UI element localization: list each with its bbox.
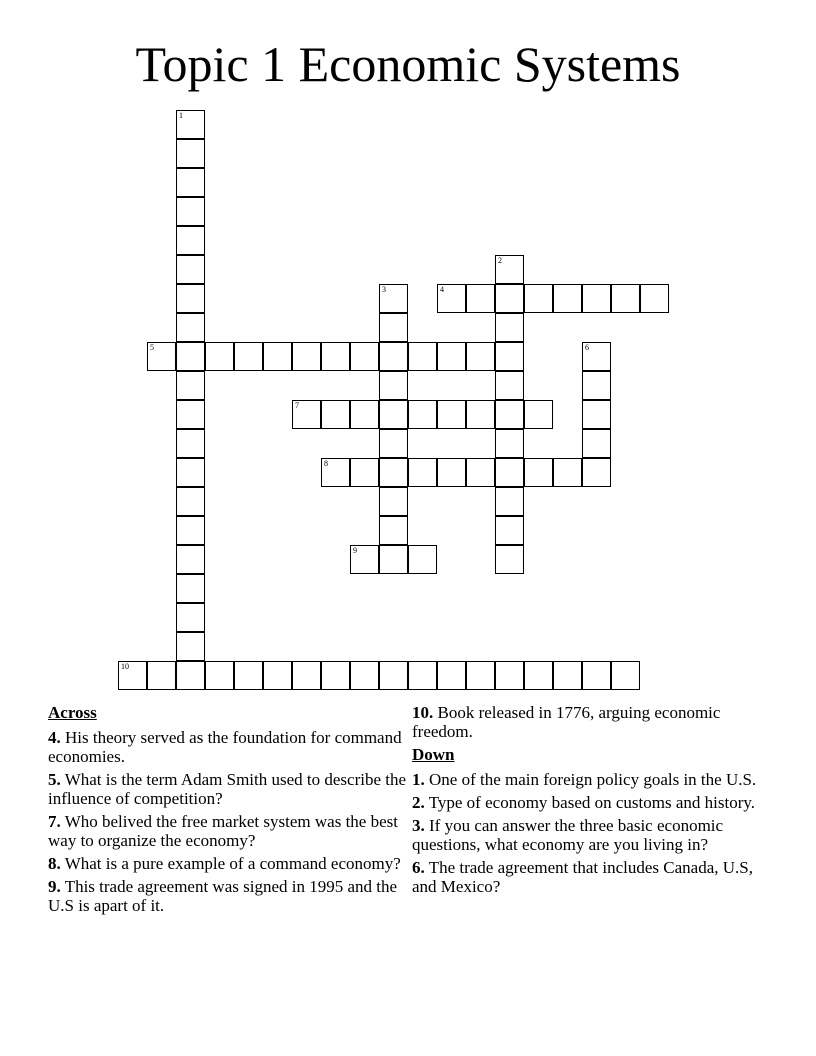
down-heading: Down [412,745,455,764]
grid-cell[interactable] [205,342,234,371]
grid-cell[interactable] [495,255,524,284]
grid-cell[interactable] [437,400,466,429]
cell-number: 9 [353,546,357,555]
clue-text: One of the main foreign policy goals in the U.S. [424,770,757,789]
clue-text: The trade agreement that includes Canada, U.S, and Mexico? [412,858,753,896]
cell-number: 2 [498,256,502,265]
clue-number: 8. [48,854,61,873]
grid-cell[interactable] [640,284,669,313]
grid-cell[interactable] [524,400,553,429]
grid-cell[interactable] [350,545,379,574]
clue-across-8 [48,854,408,873]
grid-cell[interactable] [379,429,408,458]
grid-cell[interactable] [466,342,495,371]
grid-cell[interactable] [321,400,350,429]
grid-cell[interactable] [176,371,205,400]
grid-cell[interactable] [495,545,524,574]
clues-right-column [412,703,772,900]
grid-cell[interactable] [495,487,524,516]
grid-cell[interactable] [466,400,495,429]
grid-cell[interactable] [611,284,640,313]
grid-cell[interactable] [176,400,205,429]
grid-cell[interactable] [292,661,321,690]
clue-down-2 [412,793,772,812]
grid-cell[interactable] [350,458,379,487]
grid-cell[interactable] [176,255,205,284]
grid-cell[interactable] [582,284,611,313]
across-heading: Across [48,703,97,722]
grid-cell[interactable] [495,661,524,690]
clue-down-6 [412,858,772,896]
grid-cell[interactable] [379,313,408,342]
grid-cell[interactable] [176,574,205,603]
clue-text: His theory served as the foundation for command economies. [48,728,402,766]
grid-cell[interactable] [234,661,263,690]
grid-cell[interactable] [176,661,205,690]
grid-cell[interactable] [350,661,379,690]
clue-number: 1. [412,770,425,789]
clue-number: 2. [412,793,425,812]
clues-left-column [48,703,408,919]
grid-cell[interactable] [495,516,524,545]
grid-cell[interactable] [495,400,524,429]
clue-text: This trade agreement was signed in 1995 and the U.S is apart of it. [48,877,398,915]
grid-cell[interactable] [495,284,524,313]
grid-cell[interactable] [176,632,205,661]
grid-cell[interactable] [176,313,205,342]
grid-cell[interactable] [437,284,466,313]
cell-number: 7 [295,401,299,410]
grid-cell[interactable] [176,284,205,313]
grid-cell[interactable] [205,661,234,690]
grid-cell[interactable] [524,661,553,690]
grid-cell[interactable] [408,545,437,574]
grid-cell[interactable] [524,458,553,487]
grid-cell[interactable] [176,139,205,168]
clue-across-7 [48,812,408,850]
grid-cell[interactable] [379,458,408,487]
grid-cell[interactable] [495,371,524,400]
grid-cell[interactable] [582,429,611,458]
grid-cell[interactable] [234,342,263,371]
cell-number: 4 [440,285,444,294]
grid-cell[interactable] [379,545,408,574]
page-title: Topic 1 Economic Systems [135,36,681,92]
grid-cell[interactable] [379,661,408,690]
grid-cell[interactable] [379,516,408,545]
grid-cell[interactable] [176,197,205,226]
cell-number: 3 [382,285,386,294]
grid-cell[interactable] [582,371,611,400]
grid-cell[interactable] [321,458,350,487]
grid-cell[interactable] [379,284,408,313]
grid-cell[interactable] [611,661,640,690]
grid-cell[interactable] [176,487,205,516]
grid-cell[interactable] [176,603,205,632]
grid-cell[interactable] [176,429,205,458]
cell-number: 6 [585,343,589,352]
clue-down-1 [412,770,772,789]
grid-cell[interactable] [379,342,408,371]
grid-cell[interactable] [379,487,408,516]
cell-number: 1 [179,111,183,120]
grid-cell[interactable] [176,342,205,371]
grid-cell[interactable] [437,458,466,487]
clue-number: 6. [412,858,425,877]
cell-number: 8 [324,459,328,468]
grid-cell[interactable] [321,342,350,371]
clue-number: 9. [48,877,61,896]
grid-cell[interactable] [176,110,205,139]
grid-cell[interactable] [408,400,437,429]
grid-cell[interactable] [176,226,205,255]
clue-number: 10. [412,703,434,722]
grid-cell[interactable] [147,661,176,690]
grid-cell[interactable] [495,313,524,342]
grid-cell[interactable] [582,458,611,487]
clue-number: 7. [48,812,61,831]
clue-across-5 [48,770,408,808]
grid-cell[interactable] [263,342,292,371]
grid-cell[interactable] [553,284,582,313]
clue-down-3 [412,816,772,854]
grid-cell[interactable] [379,400,408,429]
clue-text: Book released in 1776, arguing economic freedom. [412,703,721,741]
grid-cell[interactable] [553,661,582,690]
cell-number: 10 [121,662,129,671]
grid-cell[interactable] [350,400,379,429]
grid-cell[interactable] [582,661,611,690]
grid-cell[interactable] [321,661,350,690]
grid-cell[interactable] [176,458,205,487]
grid-cell[interactable] [495,342,524,371]
grid-cell[interactable] [495,429,524,458]
grid-cell[interactable] [118,661,147,690]
grid-cell[interactable] [466,458,495,487]
clue-across-4 [48,728,408,766]
clue-across-9 [48,877,408,915]
clue-number: 4. [48,728,61,747]
clue-text: Who belived the free market system was the best way to organize the economy? [48,812,398,850]
grid-cell[interactable] [176,545,205,574]
clue-number: 5. [48,770,61,789]
grid-cell[interactable] [292,400,321,429]
grid-cell[interactable] [408,661,437,690]
clue-text: What is the term Adam Smith used to describe the influence of competition? [48,770,407,808]
grid-cell[interactable] [437,661,466,690]
grid-cell[interactable] [408,342,437,371]
grid-cell[interactable] [408,458,437,487]
grid-cell[interactable] [437,342,466,371]
grid-cell[interactable] [379,371,408,400]
clue-across-10 [412,703,772,741]
clue-text: If you can answer the three basic economic questions, what economy are you living in? [412,816,724,854]
grid-cell[interactable] [176,168,205,197]
grid-cell[interactable] [466,284,495,313]
grid-cell[interactable] [524,284,553,313]
grid-cell[interactable] [495,458,524,487]
clue-text: What is a pure example of a command economy? [60,854,401,873]
grid-cell[interactable] [553,458,582,487]
grid-cell[interactable] [147,342,176,371]
grid-cell[interactable] [176,516,205,545]
clue-text: Type of economy based on customs and history. [424,793,756,812]
cell-number: 5 [150,343,154,352]
grid-cell[interactable] [582,400,611,429]
grid-cell[interactable] [582,342,611,371]
grid-cell[interactable] [466,661,495,690]
grid-cell[interactable] [263,661,292,690]
grid-cell[interactable] [350,342,379,371]
clue-number: 3. [412,816,425,835]
grid-cell[interactable] [292,342,321,371]
